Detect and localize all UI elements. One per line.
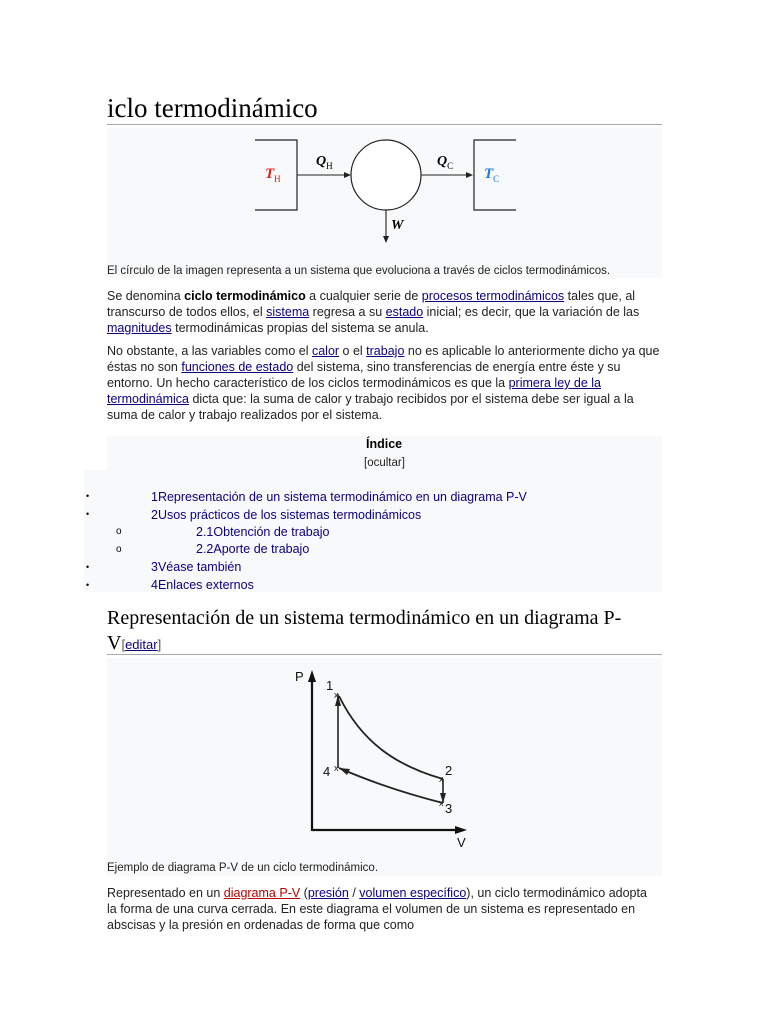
toc-item-1[interactable]: 1Representación de un sistema termodinámico en un diagrama P-V: [151, 490, 527, 504]
link-diagrama-pv[interactable]: diagrama P-V: [223, 886, 301, 900]
page-title: iclo termodinámico: [107, 93, 318, 123]
svg-text:x: x: [439, 798, 444, 808]
link-trabajo[interactable]: trabajo: [366, 344, 405, 358]
tc-label: $T_C$: [484, 166, 500, 184]
axis-p-label: P: [295, 669, 304, 684]
section-heading: Representación de un sistema termodinámico en un diagrama P-V[editar]: [107, 607, 622, 654]
link-presion[interactable]: presión: [307, 886, 349, 900]
title-divider: [107, 124, 662, 125]
w-label: W: [391, 218, 404, 233]
axis-v-label: V: [457, 835, 466, 850]
toc-sub-bullet: o: [116, 526, 122, 537]
link-calor[interactable]: calor: [311, 344, 340, 358]
edit-link[interactable]: editar: [125, 637, 158, 652]
pv-paragraph: Representado en un diagrama P-V (presión / volumen específico), un ciclo termodinámico adopta la forma de una curva cerrada. En este diagrama el volumen de un sistema es representado en abscisas y la presión en ordenadas de forma que como: [107, 886, 647, 932]
toc-item-2-1[interactable]: 2.1Obtención de trabajo: [196, 525, 330, 539]
link-volumen-especifico[interactable]: volumen específico: [359, 886, 467, 900]
intro-paragraph: Se denomina ciclo termodinámico a cualquier serie de procesos termodinámicos tales que, al transcurso de todos ellos, el sistema regresa a su estado inicial; es decir, que la variación de las magnitudes termodinámicas propias del sistema se anula.: [107, 289, 640, 335]
point-1-label: 1: [326, 678, 334, 693]
link-primera-ley[interactable]: primera ley de la termodinámica: [107, 376, 601, 406]
point-3-label: 3: [445, 801, 453, 816]
edit-section: [editar]: [121, 637, 162, 652]
toc-hide-toggle[interactable]: [ocultar]: [364, 457, 405, 469]
toc-item-2-2[interactable]: 2.2Aporte de trabajo: [196, 542, 310, 556]
link-estado[interactable]: estado: [385, 305, 424, 319]
toc-bullet: •: [86, 491, 90, 501]
link-sistema[interactable]: sistema: [266, 305, 310, 319]
qh-label: $Q_H$: [316, 154, 333, 171]
heat-engine-diagram: [107, 128, 662, 258]
toc-item-2[interactable]: 2Usos prácticos de los sistemas termodinámicos: [151, 508, 422, 522]
figure-caption: Ejemplo de diagrama P-V de un ciclo termodinámico.: [107, 862, 379, 874]
toc-title: Índice: [366, 437, 403, 451]
point-4-label: 4: [323, 764, 331, 779]
svg-text:x: x: [334, 690, 339, 700]
toc-item-4[interactable]: 4Enlaces externos: [151, 578, 254, 592]
toc-sub-bullet: o: [116, 544, 122, 555]
svg-text:x: x: [334, 763, 339, 773]
toc-bullet: •: [86, 580, 90, 590]
figure-caption: El círculo de la imagen representa a un sistema que evoluciona a través de ciclos termodinámicos.: [107, 265, 611, 277]
qc-label: $Q_C$: [437, 154, 454, 171]
svg-text:x: x: [439, 774, 444, 784]
link-funciones-estado[interactable]: funciones de estado: [181, 360, 294, 374]
pv-diagram: [107, 658, 662, 853]
toc-bullet: •: [86, 562, 90, 572]
toc-bullet: •: [86, 509, 90, 519]
second-paragraph: No obstante, a las variables como el calor o el trabajo no es aplicable lo anteriormente dicho ya que éstas no son funciones de estado del sistema, sino transferencias de energía entre éste y su entorno. Un hecho característico de los ciclos termodinámicos es que la primera ley de la termodinámica dicta que: la suma de calor y trabajo recibidos por el sistema debe ser igual a la suma de calor y trabajo realizados por el sistema.: [107, 344, 660, 422]
link-procesos[interactable]: procesos termodinámicos: [421, 289, 565, 303]
section-divider: [107, 654, 662, 655]
figure-pv-diagram: [107, 658, 662, 876]
point-2-label: 2: [445, 763, 453, 778]
th-label: $T_H$: [265, 166, 281, 184]
figure-thermo-cycle: [107, 128, 662, 278]
link-magnitudes[interactable]: magnitudes: [107, 321, 172, 335]
toc-item-3[interactable]: 3Véase también: [151, 560, 242, 574]
